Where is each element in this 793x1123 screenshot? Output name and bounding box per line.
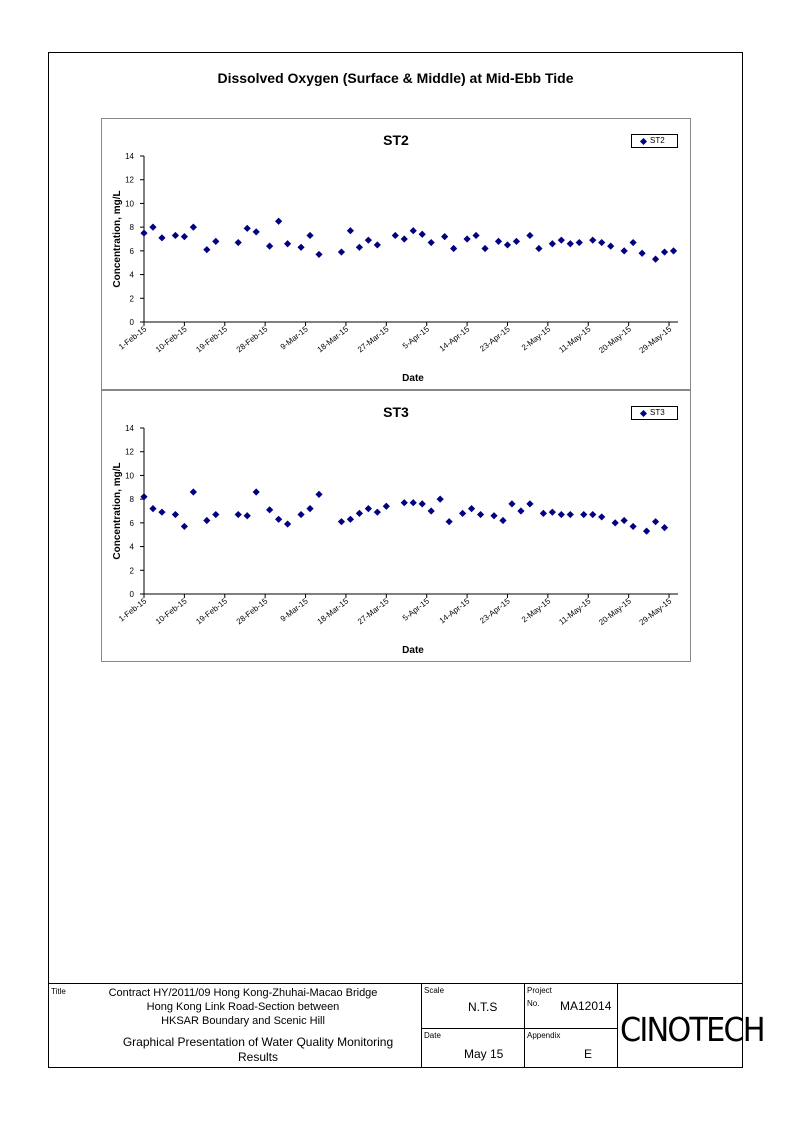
data-point — [190, 224, 197, 231]
data-point — [670, 247, 677, 254]
chart-plot-svg — [102, 391, 692, 663]
y-tick-label: 6 — [129, 246, 134, 256]
data-point — [535, 245, 542, 252]
data-point — [549, 509, 556, 516]
date-value: May 15 — [464, 1047, 504, 1061]
y-tick-label: 12 — [125, 175, 134, 185]
data-point — [315, 251, 322, 258]
data-point — [149, 505, 156, 512]
data-point — [374, 241, 381, 248]
data-point — [401, 235, 408, 242]
legend-label: ST3 — [650, 408, 665, 417]
data-point — [419, 231, 426, 238]
data-point — [459, 510, 466, 517]
y-tick-label: 14 — [125, 424, 134, 433]
data-point — [212, 238, 219, 245]
data-point — [235, 239, 242, 246]
data-point — [652, 256, 659, 263]
y-tick-label: 12 — [125, 447, 134, 457]
data-point — [428, 507, 435, 514]
data-point — [158, 234, 165, 241]
date-label: Date — [424, 1031, 441, 1040]
x-tick-label: 23-Apr-15 — [478, 324, 512, 354]
chart-st2 — [101, 118, 691, 390]
x-tick-label: 11-May-15 — [557, 596, 593, 627]
x-tick-label: 29-May-15 — [637, 596, 674, 628]
data-point — [410, 499, 417, 506]
chart-st3 — [101, 390, 691, 662]
data-point — [347, 516, 354, 523]
y-axis-label: Concentration, mg/L — [112, 462, 123, 560]
divider — [617, 984, 618, 1068]
y-tick-label: 2 — [129, 566, 134, 576]
data-point — [181, 523, 188, 530]
data-point — [558, 237, 565, 244]
data-point — [499, 517, 506, 524]
legend-marker — [640, 410, 647, 417]
x-tick-label: 1-Feb-15 — [117, 324, 149, 352]
data-point — [526, 500, 533, 507]
data-point — [235, 511, 242, 518]
chart-title: ST2 — [383, 132, 409, 148]
data-point — [580, 511, 587, 518]
x-tick-label: 5-Apr-15 — [400, 596, 431, 623]
data-point — [463, 235, 470, 242]
data-point — [338, 248, 345, 255]
data-point — [149, 224, 156, 231]
data-point — [661, 524, 668, 531]
data-point — [266, 243, 273, 250]
y-axis-label: Concentration, mg/L — [112, 190, 123, 288]
data-point — [181, 233, 188, 240]
data-point — [203, 517, 210, 524]
data-point — [374, 509, 381, 516]
x-tick-label: 20-May-15 — [597, 324, 633, 356]
data-point — [356, 510, 363, 517]
report-subtitle-line-1: Graphical Presentation of Water Quality Monitoring — [122, 1035, 394, 1049]
appendix-value: E — [583, 1047, 592, 1061]
data-point — [598, 513, 605, 520]
x-tick-label: 20-May-15 — [597, 596, 633, 628]
y-tick-label: 8 — [129, 223, 134, 233]
data-point — [190, 488, 197, 495]
data-point — [347, 227, 354, 234]
data-point — [567, 511, 574, 518]
chart-legend — [631, 134, 678, 148]
x-tick-label: 14-Apr-15 — [437, 596, 472, 626]
data-point — [607, 243, 614, 250]
x-tick-label: 23-Apr-15 — [478, 596, 512, 626]
x-tick-label: 19-Feb-15 — [194, 596, 230, 627]
data-point — [284, 520, 291, 527]
scale-value: N.T.S — [468, 1000, 498, 1014]
x-tick-label: 9-Mar-15 — [278, 596, 310, 624]
legend-marker — [640, 138, 647, 145]
chart-legend — [631, 406, 678, 420]
data-point — [549, 240, 556, 247]
x-tick-label: 27-Mar-15 — [355, 324, 391, 355]
data-point — [410, 227, 417, 234]
data-point — [446, 518, 453, 525]
x-tick-label: 2-May-15 — [519, 324, 553, 353]
x-tick-label: 19-Feb-15 — [194, 324, 230, 355]
data-point — [244, 512, 251, 519]
data-point — [661, 248, 668, 255]
data-point — [419, 500, 426, 507]
data-point — [401, 499, 408, 506]
data-point — [621, 247, 628, 254]
data-point — [639, 250, 646, 257]
data-point — [172, 511, 179, 518]
title-label: Title — [51, 987, 66, 996]
data-point — [652, 518, 659, 525]
scale-label: Scale — [424, 986, 445, 995]
data-point — [356, 244, 363, 251]
data-point — [558, 511, 565, 518]
data-point — [203, 246, 210, 253]
contract-title-line-3: HKSAR Boundary and Scenic Hill — [161, 1015, 325, 1027]
data-point — [567, 240, 574, 247]
data-point — [253, 228, 260, 235]
data-point — [540, 510, 547, 517]
page-title: Dissolved Oxygen (Surface & Middle) at Mid-Ebb Tide — [217, 70, 574, 86]
report-subtitle-line-2: Results — [237, 1050, 278, 1064]
data-point — [392, 232, 399, 239]
x-tick-label: 10-Feb-15 — [153, 596, 189, 627]
x-tick-label: 29-May-15 — [637, 324, 674, 356]
title-block — [48, 983, 764, 1068]
data-point — [495, 238, 502, 245]
data-point — [275, 516, 282, 523]
x-tick-label: 10-Feb-15 — [153, 324, 189, 355]
data-point — [428, 239, 435, 246]
y-tick-label: 4 — [129, 542, 134, 552]
contract-title-line-2: Hong Kong Link Road-Section between — [146, 1001, 340, 1013]
company-logo: CINOTECH — [620, 1010, 764, 1049]
data-point — [158, 509, 165, 516]
y-tick-label: 4 — [129, 270, 134, 280]
x-tick-label: 1-Feb-15 — [117, 596, 149, 624]
data-point — [338, 518, 345, 525]
data-point — [212, 511, 219, 518]
data-point — [437, 496, 444, 503]
divider — [421, 1028, 617, 1029]
data-point — [612, 519, 619, 526]
data-point — [383, 503, 390, 510]
data-point — [172, 232, 179, 239]
data-point — [306, 505, 313, 512]
contract-title-line-1: Contract HY/2011/09 Hong Kong-Zhuhai-Macao Bridge — [108, 987, 378, 999]
x-tick-label: 9-Mar-15 — [278, 324, 310, 352]
y-tick-label: 2 — [129, 294, 134, 304]
y-tick-label: 14 — [125, 152, 134, 161]
y-tick-label: 10 — [125, 471, 134, 481]
y-tick-label: 0 — [129, 590, 134, 599]
data-point — [284, 240, 291, 247]
x-tick-label: 27-Mar-15 — [355, 596, 391, 627]
data-point — [630, 523, 637, 530]
x-tick-label: 28-Feb-15 — [234, 596, 270, 627]
data-point — [589, 237, 596, 244]
data-point — [244, 225, 251, 232]
divider — [524, 984, 525, 1068]
data-point — [630, 239, 637, 246]
x-axis-label: Date — [402, 645, 424, 656]
y-tick-label: 8 — [129, 495, 134, 505]
data-point — [297, 244, 304, 251]
y-tick-label: 0 — [129, 318, 134, 327]
data-point — [490, 512, 497, 519]
y-tick-label: 6 — [129, 518, 134, 528]
data-point — [472, 232, 479, 239]
data-point — [508, 500, 515, 507]
x-tick-label: 11-May-15 — [557, 324, 593, 355]
data-point — [365, 505, 372, 512]
x-tick-label: 14-Apr-15 — [437, 324, 472, 354]
data-point — [481, 245, 488, 252]
x-tick-label: 2-May-15 — [519, 596, 553, 625]
data-point — [468, 505, 475, 512]
data-point — [297, 511, 304, 518]
data-point — [477, 511, 484, 518]
y-tick-label: 10 — [125, 199, 134, 209]
data-point — [275, 218, 282, 225]
data-point — [643, 528, 650, 535]
divider — [421, 984, 422, 1068]
data-point — [504, 241, 511, 248]
data-point — [598, 239, 605, 246]
x-tick-label: 5-Apr-15 — [400, 324, 431, 351]
data-point — [576, 239, 583, 246]
data-point — [517, 507, 524, 514]
appendix-label: Appendix — [527, 1031, 561, 1040]
data-point — [513, 238, 520, 245]
project-no-label: No. — [527, 999, 540, 1008]
data-point — [441, 233, 448, 240]
chart-plot-svg — [102, 119, 692, 391]
data-point — [450, 245, 457, 252]
data-point — [526, 232, 533, 239]
data-point — [621, 517, 628, 524]
project-number: MA12014 — [560, 999, 612, 1013]
x-tick-label: 18-Mar-15 — [315, 596, 351, 627]
x-axis-label: Date — [402, 373, 424, 384]
x-tick-label: 28-Feb-15 — [234, 324, 270, 355]
data-point — [589, 511, 596, 518]
chart-title: ST3 — [383, 404, 409, 420]
legend-label: ST2 — [650, 136, 665, 145]
data-point — [365, 237, 372, 244]
x-tick-label: 18-Mar-15 — [315, 324, 351, 355]
data-point — [253, 488, 260, 495]
data-point — [315, 491, 322, 498]
data-point — [306, 232, 313, 239]
data-point — [140, 229, 147, 236]
data-point — [266, 506, 273, 513]
project-label: Project — [527, 986, 552, 995]
